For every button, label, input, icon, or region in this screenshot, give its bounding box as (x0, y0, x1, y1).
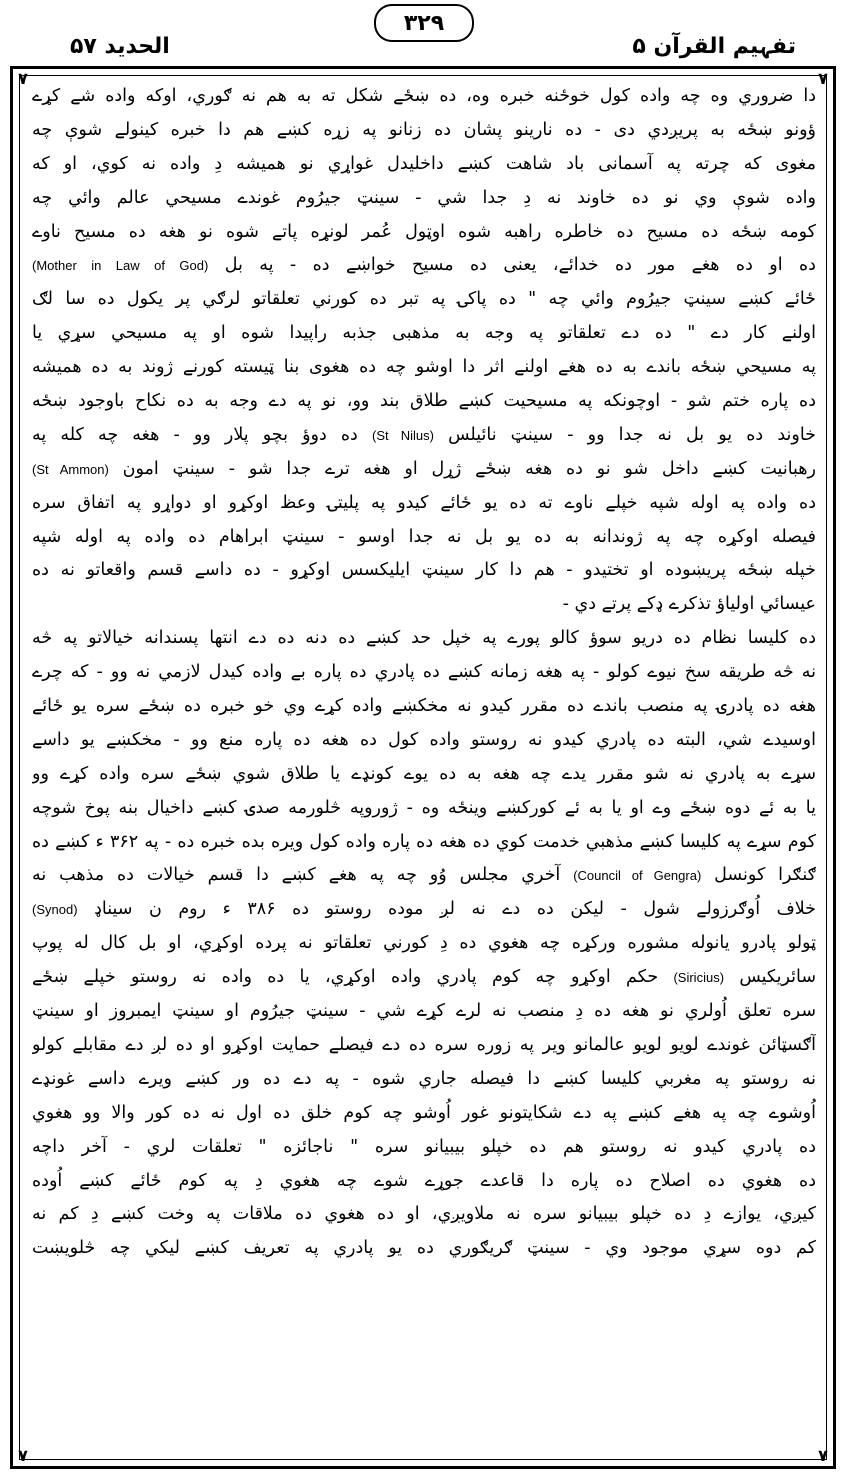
text-line (32, 927, 816, 961)
line-text: آګسټائن غوندے لویو لویو عالمانو ویر په زوره سره ده دے فیصلے حمایت اوکړو او ده لږ دے مقابلے کولو (32, 1034, 816, 1055)
text-line (32, 283, 816, 317)
text-line (32, 487, 816, 521)
line-text-tail: آخري مجلس وُو چه په هغے کښے دا قسم خیالات ده مذهب نه (32, 865, 561, 886)
text-line (32, 1232, 816, 1266)
line-text: کیږي، یوازے دِ ده خپلو بیبیانو سره نه ملاویږي، او ده هغوي ده ملاقات په وخت کښے دِ کم نه (32, 1204, 816, 1225)
surah-name: الحدید ۵۷ (70, 34, 170, 59)
text-line (32, 622, 816, 656)
line-text: ده پادري کیدو نه روستو هم ده خپلو بیبیانو سره " ناجائزه " تعلقات لري - آخر داچه (32, 1136, 816, 1157)
line-text: ده واده په اوله شپه خپلے ناوے ته ده یو ځائے کیدو په پلیتۍ وعظ اوکړو او دواړو په اتفاق سره (32, 492, 816, 513)
line-text: نه روستو په مغربي کلیسا کښے دا فیصله جاري شوه - په دے ده ور کښے ویرے داسے غونډے (32, 1068, 816, 1089)
line-text: هغه ده پادرۍ په منصب باندے ده مقرر کیدو نه مخکښے واده کړے وي خو خبره ده ښځے سره یو ځائے (32, 696, 816, 717)
text-line (32, 961, 816, 995)
line-text: نه څه طریقه سخ نیوے کولو - په هغه زمانه کښے ده پادري ده پاره بے واده کیدل لازمي نه وو - که چرے (32, 662, 816, 683)
text-line (32, 724, 816, 758)
text-line (32, 859, 816, 893)
corner-ornament: ۷ (18, 1446, 28, 1465)
latin-term: (Synod) (32, 902, 78, 918)
text-line (32, 1097, 816, 1131)
text-line (32, 792, 816, 826)
line-text: ده کلیسا نظام ده دریو سوؤ کالو پورے په خپل حد کښے ده دنه ده دے انتها پسندانه خیالاتو په څه (32, 628, 816, 649)
line-text: کومه ښځه ده مسیح ده خاطره راهبه شوه اوټول عُمر لونړه پاتے شوه نو هغه ده مسیح ناوے (32, 221, 816, 242)
line-text: دا ضروري وه چه واده کول خوځنه خبره وه، ده ښځے شکل ته به هم نه ګوري، اوکه واده شے کړے (32, 86, 816, 106)
line-text: اوسیدے شي، البته ده پادري کیدو نه روستو واده کول ده هغه ده پاره منع وو - مخکښے یو داسے (32, 729, 816, 750)
line-text: ګنګرا کونسل (714, 865, 816, 886)
line-text: خاوند ده یو بل نه جدا وو - (567, 424, 816, 445)
text-line (32, 148, 816, 182)
text-line (32, 826, 816, 860)
text-line (32, 656, 816, 690)
text-line (32, 351, 816, 385)
line-text: سړے به پادري نه شو مقرر یدے چه هغه به ده یوے کونډے یا طلاق شوي ښځے سره واده کړے وو (32, 763, 816, 784)
text-line (32, 317, 816, 351)
line-text: ځائے کښے سینټ جیرُوم وائي چه " ده پاکۍ په تبر ده کورني تعلقاتو لرګي پر یکول ده سا لګ (32, 289, 816, 310)
line-text: رهبانیت کښے داخل شو نو ده هغه ښځے ژړل او هغه ترے جدا شو - سینټ امون (122, 458, 816, 479)
line-text: سره تعلق اُولري نو هغه ده دِ منصب نه لرے کړے شي - سینټ جیرُوم او سینټ ایمبروز او سینټ (32, 1001, 816, 1022)
line-text: ټولو پادرو یانوله مشوره ورکړه چه هغوي ده دِ کورني تعلقاتو نه پرده اوکړي، او بل کال له پوپ (32, 933, 816, 954)
line-text: کم دوه سړي موجود وي - سینټ ګریګوري ده یو پادري په تعریف کښے لیکي چه څلویښت (32, 1238, 816, 1259)
latin-term: (Mother in Law of God) (32, 258, 209, 274)
line-text: خپله ښځه پریښوده او تختیدو - هم دا کار سینټ ایلیکسس اوکړو - ده داسے قسم واقعاتو نه ده (32, 560, 816, 581)
text-line (32, 182, 816, 216)
text-line (32, 995, 816, 1029)
text-line (32, 521, 816, 555)
line-text: یا به ئے دوه ښځے وے او یا به ئے کورکښے وینځه وه - ژوروپه څلورمه صدۍ کښے داخیال بنه پوخ شوچه (32, 797, 816, 818)
corner-ornament: ۷ (818, 69, 828, 88)
line-text-after: ده - په بل (224, 255, 330, 276)
corner-ornament: ۷ (18, 69, 28, 88)
line-text: ؤونو ښځه به پریږدي دی - ده نارینو پشان ده زنانو په زړه کښے هم دا خبره کینولے شوې چه (32, 119, 816, 140)
text-line (32, 80, 816, 114)
book-title: تفہیم القرآن ۵ (632, 34, 796, 59)
line-text: مغوی که چرته په آسمانی باد شاهت کښے داخلیدل غواړي نو همیشه دِ واده نه کوي، او که (32, 153, 816, 174)
line-text: خلاف اُوګرزولے شول - لیکن ده دے نه لږ موده روستو ده ۳۸۶ ء روم ن سیناډ (94, 899, 816, 920)
text-line (32, 758, 816, 792)
text-line (32, 554, 816, 588)
text-line (32, 1063, 816, 1097)
line-text: سائریکیس (739, 967, 816, 988)
text-line (32, 893, 816, 927)
line-text: کوم سړے په کلیسا کښے مذهبي خدمت کوي ده هغه ده پاره واده کول ویره بده خبره ده - په ۳۶۲ ء کښے ده (32, 831, 816, 852)
line-text: واده شوې وي نو ده خاوند نه دِ جدا شي - سینټ جیرُوم غوندے مسیحي عالم وائي چه (32, 187, 816, 208)
latin-term: (Siricius) (673, 970, 725, 986)
latin-term: (St Nilus) (371, 427, 434, 443)
line-text: ده او ده هغے مور ده خدائے، یعنی ده مسیح خواښے (345, 255, 816, 276)
corner-ornament: ۷ (818, 1446, 828, 1465)
text-line (32, 1165, 816, 1199)
page-header (0, 0, 848, 66)
text-line (32, 1029, 816, 1063)
line-text: اولنے کار دے " ده دے تعلقاتو په وجه به مذهبی جذبه راپیدا شوه او په مسیحي سړي یا (32, 323, 816, 344)
line-text: اُوشوے چه په هغے کښے په دے شکایتونو غور اُوشو چه کوم خلق ده اول نه ده کور والا وو هغوي (32, 1102, 816, 1123)
text-line (32, 453, 816, 487)
line-text: فیصله اوکړه چه په ژوندانه به ده یو بل نه جدا اوسو - سینټ ابراهام ده واده په اوله شپه (32, 526, 816, 547)
text-line (32, 690, 816, 724)
line-text: عیسائي اولیاؤ تذکرے ډکے پرتے دي - (562, 594, 816, 615)
latin-term: (St Ammon) (32, 461, 109, 477)
body-text (32, 80, 816, 1460)
text-line (32, 385, 816, 419)
text-line (32, 216, 816, 250)
page-number: ۳۲۹ (374, 4, 474, 42)
line-text: ده هغوي ده اصلاح ده پاره دا قاعدے جوړے شوے چه هغوي دِ په کوم ځائے کښے اُوده (32, 1170, 816, 1191)
line-text-tail: ده دوؤ بچو پلار وو - هغه چه کله په (32, 424, 358, 445)
latin-term: (Council of Gengra) (573, 868, 702, 884)
text-line (32, 588, 816, 622)
text-line (32, 249, 816, 283)
text-line (32, 114, 816, 148)
text-line (32, 1131, 816, 1165)
line-text: ده پاره ختم شو - اوچونکه په مسیحیت کښے طلاق بند وو، نو په دے وجه به ده نکاح باوجود ښځه (32, 391, 816, 412)
line-text-tail: حکم اوکړو چه کوم پادري واده اوکړي، یا ده واده نه روستو خپلے ښځے (32, 967, 659, 988)
text-line (32, 419, 816, 453)
text-line (32, 1198, 816, 1232)
line-text-after: سینټ نائیلس (448, 424, 554, 445)
line-text: په مسیحي ښځه باندے به ده هغے اولنے اثر دا اوشو چه ده هغوی بنا ټیسته کورنے ژوند به ده همیشه (32, 357, 816, 378)
